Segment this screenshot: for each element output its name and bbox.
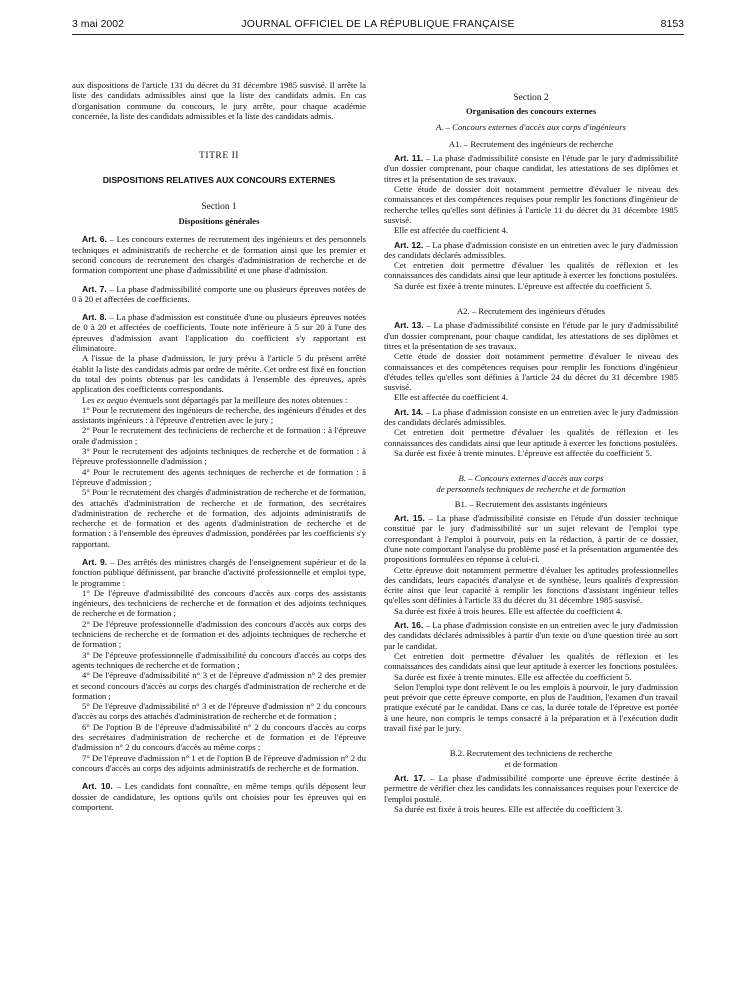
article-14-text: – La phase d'admission consiste en un entretien avec le jury d'admission des candidats déclarés admissibles. <box>384 406 678 428</box>
article-12-text: – La phase d'admission consiste en un entretien avec le jury d'admission des candidats déclarés admissibles. <box>384 239 678 260</box>
list-item: 3° Pour le recrutement des adjoints techniques de recherche et de formation : à l'épreuve professionnelle d'admission ; <box>72 446 366 467</box>
article-8-paragraph-2: A l'issue de la phase d'admission, le jury prévu à l'article 5 du présent arrêté établit la liste des candidats admis par ordre de mérite. Cet ordre est fixé en fonction du total des points obtenus par les candidats à l'ensemble des épreuves, après application des coefficients correspondants. <box>72 353 366 395</box>
a1-heading: A1. – Recrutement des ingénieurs de recherche <box>448 138 614 149</box>
article-14-paragraph-2: Cet entretien doit permettre d'évaluer les qualités de réflexion et les connaissances des candidats ainsi que leur aptitude à exercer les fonctions postulées. <box>384 427 678 448</box>
list-item: 5° Pour le recrutement des chargés d'administration de recherche et de formation, des attachés d'administration de recherche et de formation, des secrétaires d'administration de recherche et de formation, des adjoints administratifs de recherche et de formation et des agents d'administration de recherche et de formation : à l'ensemble des épreuves d'admission, pondérées par les coefficients s'y rapportant. <box>72 487 366 549</box>
article-11-text: – La phase d'admissibilité consiste en l'étude par le jury d'admissibilité d'un dossier comprenant, pour chaque candidat, les attestations de ses diplômes et titres et la présentation de ses travaux. <box>384 153 678 184</box>
list-item: 3° De l'épreuve professionnelle d'admissibilité du concours d'accès au corps des agents techniques de recherche et de formation ; <box>72 649 366 670</box>
article-17-text: – La phase d'admissibilité comporte une épreuve écrite destinée à permettre de vérifier chez les candidats les connaissances requises pour l'exercice de l'emploi postulé. <box>384 772 678 804</box>
article-11 <box>384 153 678 184</box>
article-11-paragraph-2: Cette étude de dossier doit notamment permettre d'évaluer le niveau des connaissances et des compétences requises pour remplir les fonctions d'ingénieur de recherche telles qu'elles sont définies à l'article 11 du décret du 31 décembre 1985 susvisé. <box>384 184 678 225</box>
section-2-subheading: Organisation des concours externes <box>465 106 597 117</box>
article-6-text: – Les concours externes de recrutement des ingénieurs et des personnels techniques et administratifs de recherche et de formation ainsi que les premier et second concours de recrutement des chargés d'administration de recherche et de formation comportent une phase d'admissibilité et une phase d'admission. <box>72 234 366 276</box>
titre-heading: TITRE II <box>199 150 239 162</box>
article-8-paragraph-3 <box>72 395 366 405</box>
right-column <box>384 93 678 814</box>
article-16-paragraph-4: Selon l'emploi type dont relèvent le ou les emplois à pourvoir, le jury d'admission peut prévoir que cette épreuve comporte, en plus de l'audition, l'examen d'un travail pratique exécuté par le candidat. Dans ce cas, la durée totale de l'épreuve est portée à une heure, non compris le temps consacré à la préparation et à l'exécution dudit travail fixé par le jury. <box>384 681 678 734</box>
header-date: 3 mai 2002 <box>72 18 124 30</box>
b1-heading: B1. – Recrutement des assistants ingénieurs <box>454 498 608 509</box>
article-13 <box>384 320 678 351</box>
article-14-label: Art. 14. <box>394 406 424 417</box>
article-13-label: Art. 13. <box>394 320 424 331</box>
section-2-heading: Section 2 <box>513 93 549 103</box>
article-10-text: – Les candidats font connaître, en même temps qu'ils déposent leur dossier de candidature, les options qu'ils ont choisies pour les épreuves qui en comportent. <box>72 781 366 812</box>
page-header <box>72 18 684 32</box>
article-6 <box>72 234 366 275</box>
article-16-paragraph-2: Cet entretien doit permettre d'évaluer les qualités de réflexion et les connaissances des candidats ainsi que leur aptitude à exercer les fonctions postulées. <box>384 650 678 672</box>
article-13-paragraph-3: Elle est affectée du coefficient 4. <box>394 392 509 403</box>
list-item: 6° De l'option B de l'épreuve d'admissibilité n° 2 du concours d'accès au corps des secrétaires d'administration de recherche et de formation et de l'épreuve d'admission n° 2 du concours d'accès au même corps ; <box>72 721 366 753</box>
article-16 <box>384 620 678 651</box>
part-b-heading-line-1: B. – Concours externes d'accès aux corps <box>458 473 604 484</box>
article-11-paragraph-3: Elle est affectée du coefficient 4. <box>394 225 509 236</box>
header-page-number: 8153 <box>660 18 684 30</box>
article-8-p3-start: Les <box>82 394 97 405</box>
article-11-label: Art. 11. <box>394 153 424 164</box>
article-15-label: Art. 15. <box>394 513 425 524</box>
article-17-paragraph-2: Sa durée est fixée à trois heures. Elle est affectée du coefficient 3. <box>394 803 623 814</box>
list-item: 7° De l'épreuve d'admission n° 1 et de l'option B de l'épreuve d'admission n° 2 du concours d'accès au corps des adjoints administratifs de recherche et de formation. <box>72 752 366 773</box>
article-12-paragraph-2: Cet entretien doit permettre d'évaluer les qualités de réflexion et les connaissances des candidats ainsi que leur aptitude à exercer les fonctions postulées. <box>384 260 678 281</box>
article-15-text: – La phase d'admissibilité consiste en l'étude d'un dossier technique constitué par le jury d'admissibilité sur un sujet relevant de l'emploi type correspondant à l'emploi à pourvoir, puis en la rédaction, à partir de ce dossier, d'une note comportant l'analyse du problème posé et la présentation argumentée des propositions formulées en réponse à celui-ci. <box>384 513 678 565</box>
part-b-heading-line-2: de personnels techniques de recherche et de formation <box>436 483 626 494</box>
article-9-text: – Des arrêtés des ministres chargés de l'enseignement supérieur et de la fonction publique définissent, par branche d'activité professionnelle et emploi type, le programme : <box>72 556 366 588</box>
article-9 <box>72 557 366 588</box>
article-8-p3-end: éventuels sont départagés par la meilleure des notes obtenues : <box>127 394 348 405</box>
article-15 <box>384 513 678 564</box>
list-item: 1° Pour le recrutement des ingénieurs de recherche, des ingénieurs d'études et des assistants ingénieurs : à l'épreuve d'entretien avec le jury ; <box>72 404 366 426</box>
article-12-label: Art. 12. <box>394 239 424 250</box>
intro-paragraph: aux dispositions de l'article 131 du décret du 31 décembre 1985 susvisé. Il arrête la liste des candidats admissibles ainsi que la liste des candidats admis. En cas d'organisation commune du concours, le jury arrête, pour chaque académie concernée, la liste des candidats admissibles et la liste des candidats admis. <box>72 80 366 121</box>
b2-heading-line-1: B.2. Recrutement des techniciens de recherche <box>449 748 613 759</box>
article-17-label: Art. 17. <box>394 772 426 783</box>
list-item: 2° De l'épreuve professionnelle d'admission des concours d'accès aux corps des techniciens de recherche et de formation et des adjoints techniques de recherche et de formation ; <box>72 618 366 650</box>
list-item: 5° De l'épreuve d'admissibilité n° 3 et de l'épreuve d'admission n° 2 du concours d'accès au corps des attachés d'administration de recherche et de formation ; <box>72 701 366 722</box>
article-7-label: Art. 7. <box>82 283 107 294</box>
article-10-label: Art. 10. <box>82 781 113 792</box>
article-8-text: – La phase d'admission est constituée d'une ou plusieurs épreuves notées de 0 à 20 et affectées de coefficients. Toute note inférieure à 5 sur 20 à l'une des épreuves d'admission avant l'application du coefficient s'y rapportant est éliminatoire. <box>72 312 366 354</box>
article-12-paragraph-3: Sa durée est fixée à trente minutes. L'épreuve est affectée du coefficient 5. <box>394 280 652 291</box>
article-17 <box>384 773 678 804</box>
titre-subheading: DISPOSITIONS RELATIVES AUX CONCOURS EXTERNES <box>102 175 336 186</box>
article-9-label: Art. 9. <box>82 556 108 567</box>
article-14 <box>384 407 678 428</box>
list-item: 4° Pour le recrutement des agents techniques de recherche et de formation : à l'épreuve d'admission ; <box>72 466 366 487</box>
article-8-label: Art. 8. <box>82 312 107 323</box>
a2-heading: A2. – Recrutement des ingénieurs d'études <box>456 306 606 317</box>
article-16-label: Art. 16. <box>394 620 424 631</box>
article-15-paragraph-3: Sa durée est fixée à trois heures. Elle est affectée du coefficient 4. <box>394 605 623 616</box>
list-item: 1° De l'épreuve d'admissibilité des concours d'accès aux corps des assistants ingénieurs, des techniciens de recherche et de formation et des adjoints techniques de recherche et de formation ; <box>72 587 366 619</box>
article-13-text: – La phase d'admissibilité consiste en l'étude par le jury d'admissibilité d'un dossier comprenant, pour chaque candidat, les attestations de ses diplômes et titres et la présentation de ses travaux. <box>384 320 678 351</box>
b2-heading-line-2: et de formation <box>504 758 558 769</box>
header-title: JOURNAL OFFICIEL DE LA RÉPUBLIQUE FRANÇAISE <box>241 18 515 30</box>
article-7 <box>72 284 366 305</box>
article-16-text: – La phase d'admission consiste en un entretien avec le jury d'admission des candidats déclarés admissibles à partir d'un texte ou d'une question tirée au sort par le candidat. <box>384 620 678 651</box>
list-item: 4° De l'épreuve d'admissibilité n° 3 et de l'épreuve d'admission n° 2 des premier et second concours d'accès au corps des chargés d'administration de recherche et de formation ; <box>72 670 366 701</box>
article-13-paragraph-2: Cette étude de dossier doit notamment permettre d'évaluer le niveau des connaissances et des compétences requises pour remplir les fonctions d'ingénieur d'études telles qu'elles sont définies à l'article 24 du décret du 31 décembre 1985 susvisé. <box>384 351 678 393</box>
article-8-p3-italic: ex aequo <box>96 394 128 405</box>
article-6-label: Art. 6. <box>82 234 107 245</box>
section-1-subheading: Dispositions générales <box>178 216 260 227</box>
part-a-heading: A. – Concours externes d'accès aux corps d'ingénieurs <box>436 121 626 132</box>
article-16-paragraph-3: Sa durée est fixée à trente minutes. Elle est affectée du coefficient 5. <box>394 671 632 682</box>
section-1-heading: Section 1 <box>201 201 237 212</box>
list-item: 2° Pour le recrutement des techniciens de recherche et de formation : à l'épreuve orale d'admission ; <box>72 425 366 446</box>
article-15-paragraph-2: Cette épreuve doit notamment permettre d'évaluer les aptitudes professionnelles des candidats, leurs capacités d'analyse et de synthèse, leurs qualités d'expression écrite ainsi que leur capacité à remplir les fonctions d'assistant ingénieur telles qu'elles sont définies à l'article 33 du décret du 31 décembre 1985 susvisé. <box>384 564 678 606</box>
left-column <box>72 80 366 812</box>
article-12 <box>384 240 678 261</box>
header-rule <box>72 34 684 35</box>
article-10 <box>72 781 366 812</box>
article-7-text: – La phase d'admissibilité comporte une ou plusieurs épreuves notées de 0 à 20 et affectées de coefficients. <box>72 283 366 304</box>
article-8 <box>72 312 366 353</box>
article-14-paragraph-3: Sa durée est fixée à trente minutes. L'épreuve est affectée du coefficient 5. <box>394 447 652 458</box>
